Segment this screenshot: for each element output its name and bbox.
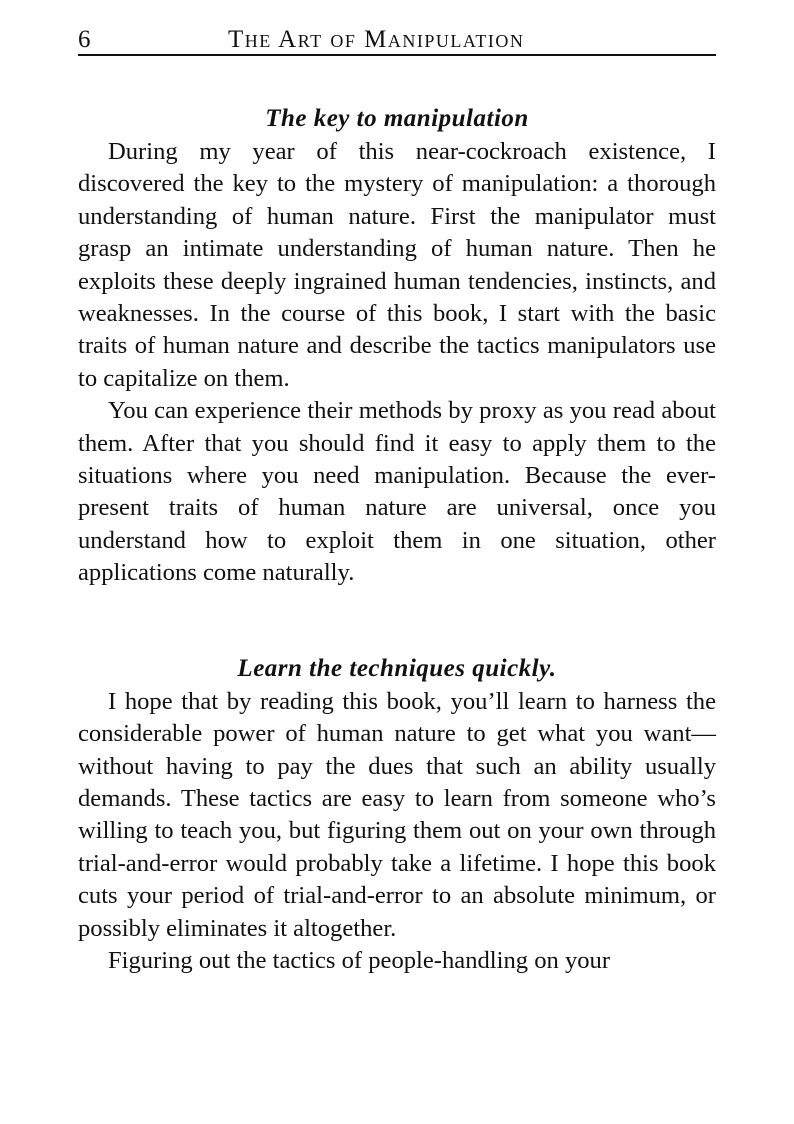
section-heading: The key to manipulation [265,105,529,132]
page-number: 6 [78,26,91,53]
section-heading: Learn the techniques quickly. [237,654,557,682]
book-title: The Art of Manipulation [228,26,525,53]
book-page [78,18,716,977]
paragraph: I hope that by reading this book, you’ll learn to harness the considerable power of human nature to get what you want—without having to pay the dues that such an ability usually demands. These tactics are easy to learn from someone who’s willing to teach you, but figuring them out on your own through trial-and-error would probably take a lifetime. I hope this book cuts your period of trial-and-error to an absolute minimum, or possibly eliminates it altogether. [78,687,716,942]
paragraph: During my year of this near-cockroach existence, I discovered the key to the mystery of manipulation: a thorough understanding of human nature. First the manipulator must grasp an intimate understanding of human nature. Then he exploits these deeply ingrained human tendencies, instincts, and weaknesses. In the course of this book, I start with the basic traits of human nature and describe the tactics manipulators use to capitalize on them. [78,138,716,392]
paragraph: Figuring out the tactics of people-handling on your [108,946,611,974]
paragraph: You can experience their methods by proxy as you read about them. After that you should find it easy to apply them to the situations where you need manipulation. Because the ever-present traits of human nature are universal, once you understand how to exploit them in one situation, other applications come naturally. [78,397,716,587]
running-head [78,18,716,56]
